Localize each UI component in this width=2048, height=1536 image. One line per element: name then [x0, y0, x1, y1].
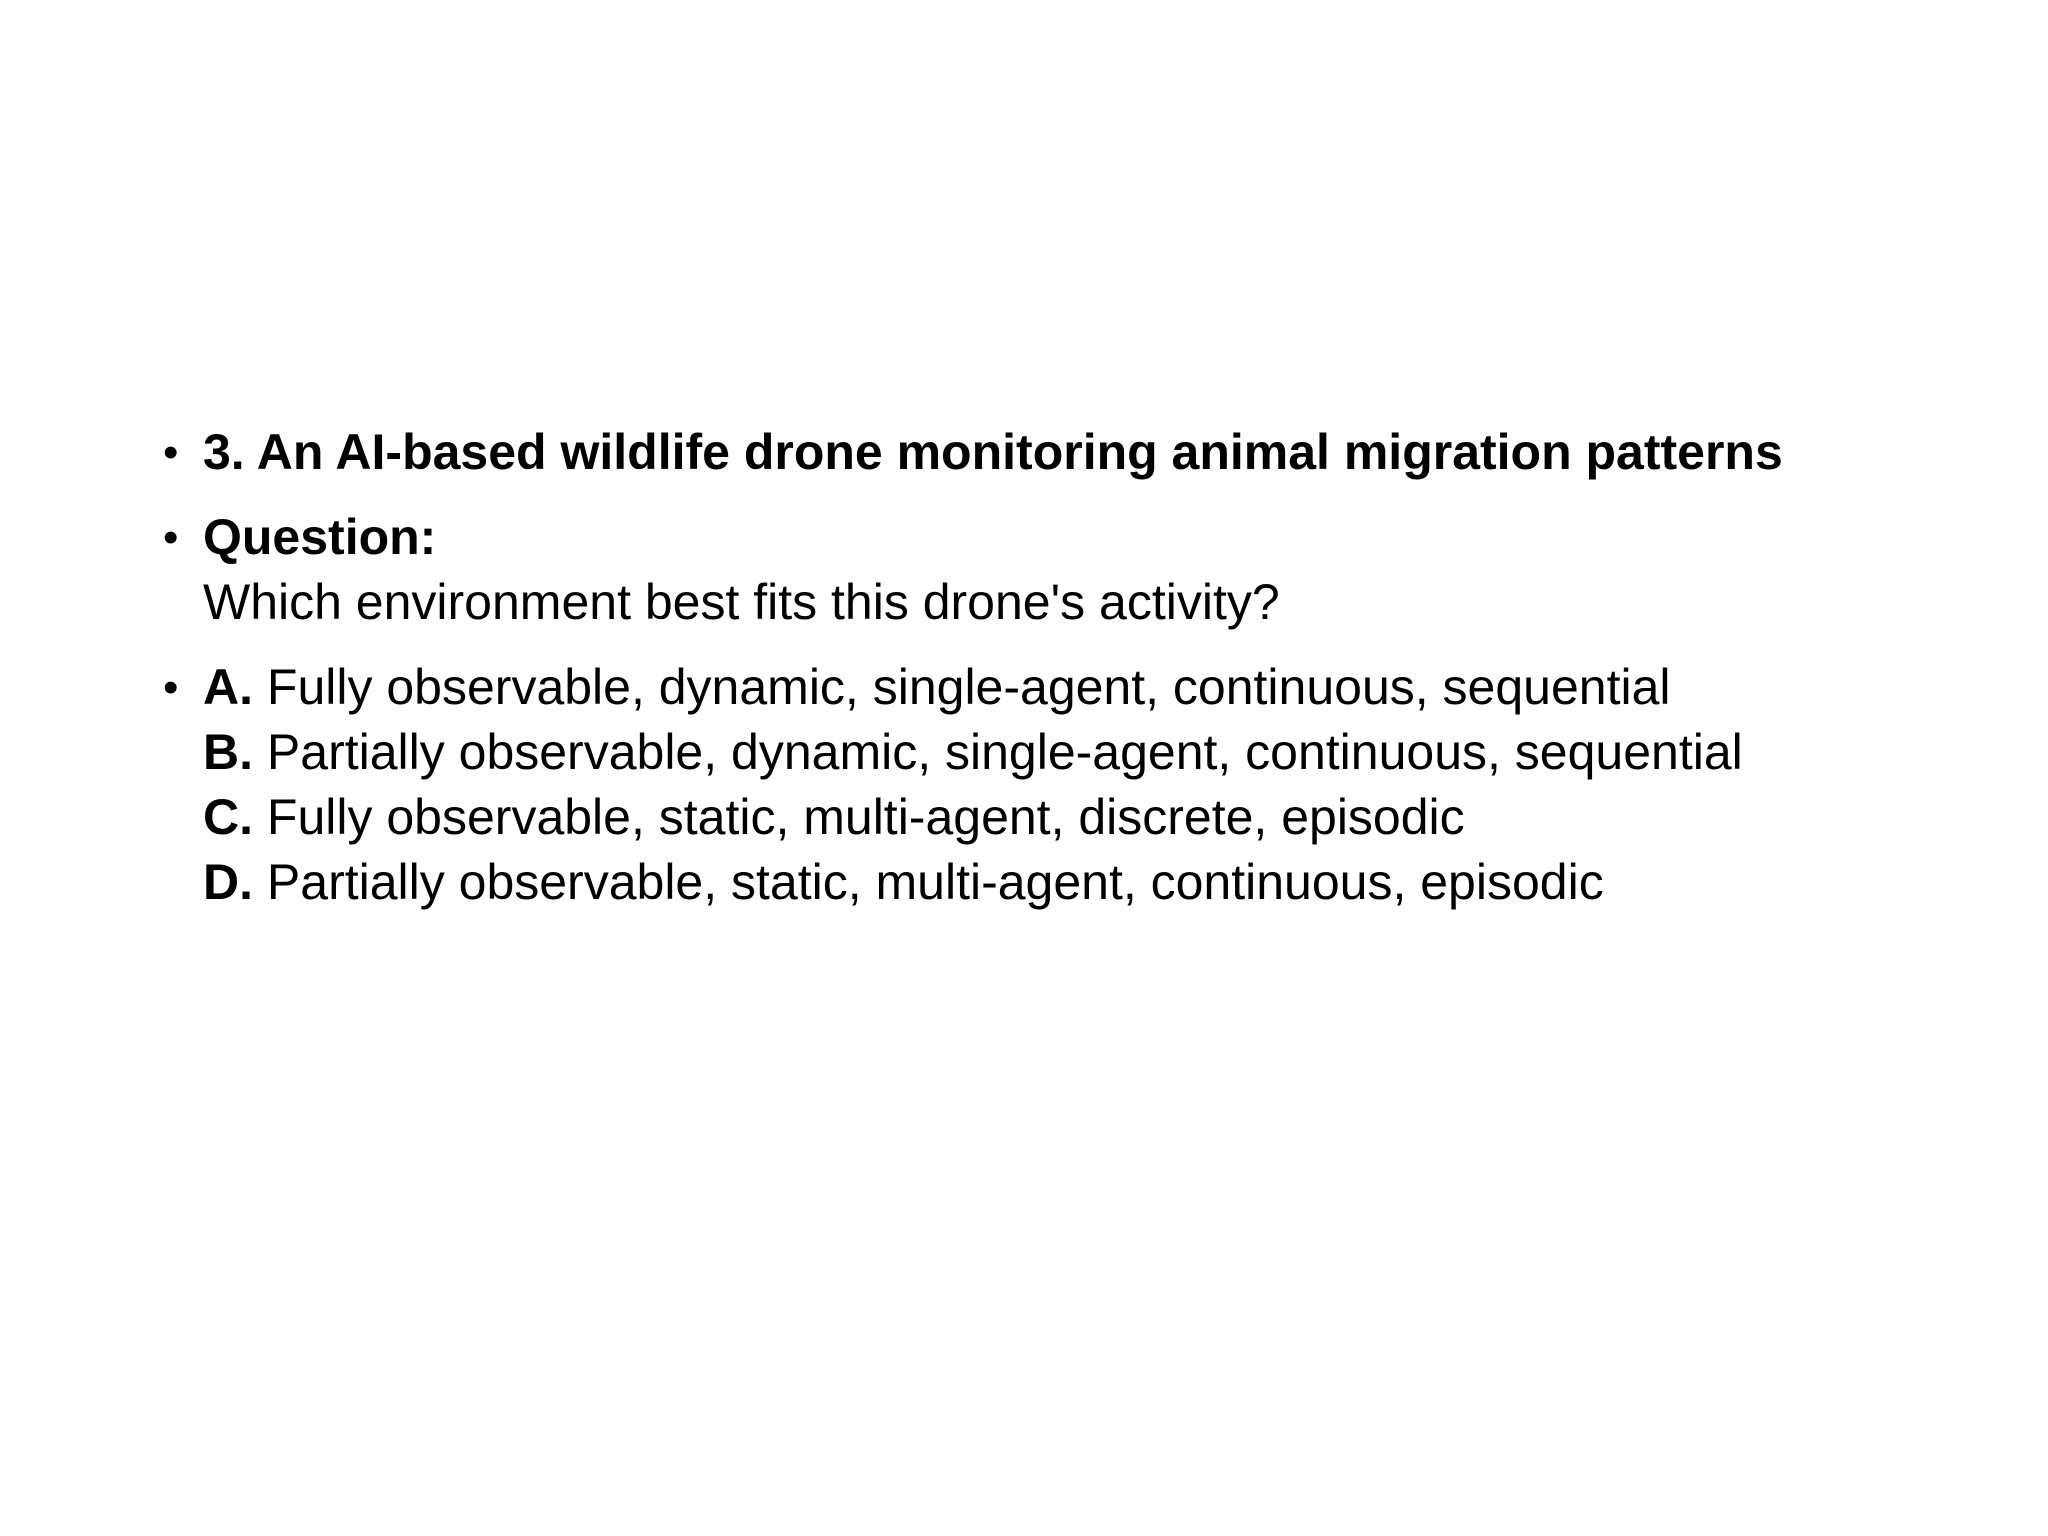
bullet-options	[163, 655, 1963, 915]
option-letter: A.	[203, 659, 253, 715]
question-text: Which environment best fits this drone's activity?	[203, 574, 1280, 630]
option-text: Fully observable, static, multi-agent, discrete, episodic	[266, 789, 1465, 845]
option-a	[203, 655, 1963, 720]
option-text: Fully observable, dynamic, single-agent, continuous, sequential	[266, 659, 1671, 715]
bullet-dot-icon: •	[163, 663, 179, 712]
bullet-question	[163, 505, 1963, 635]
option-text: Partially observable, static, multi-agent, continuous, episodic	[266, 854, 1604, 910]
option-letter: D.	[203, 854, 253, 910]
option-c	[203, 785, 1963, 850]
question-label: Question:	[203, 509, 437, 565]
option-text: Partially observable, dynamic, single-agent, continuous, sequential	[266, 724, 1743, 780]
bullet-dot-icon: •	[163, 428, 179, 477]
question-heading: 3. An AI-based wildlife drone monitoring animal migration patterns	[203, 424, 1783, 480]
option-b	[203, 720, 1963, 785]
option-letter: C.	[203, 789, 253, 845]
bullet-heading	[163, 420, 1963, 485]
bullet-list	[163, 420, 1963, 935]
option-letter: B.	[203, 724, 253, 780]
option-d	[203, 850, 1963, 915]
bullet-dot-icon: •	[163, 513, 179, 562]
